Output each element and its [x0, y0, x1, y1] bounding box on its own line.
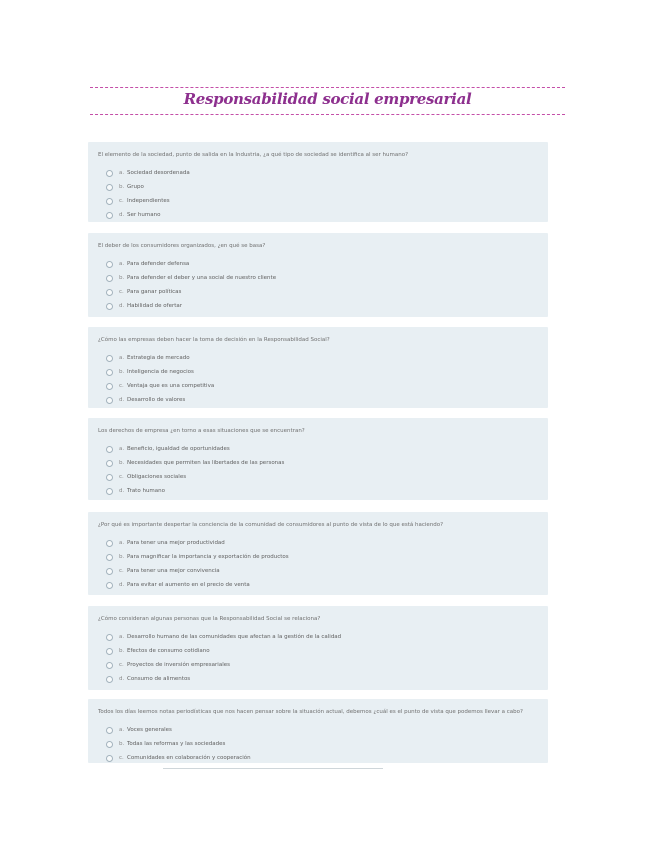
option-letter: a. [119, 540, 125, 546]
option-letter: d. [119, 582, 125, 588]
option-letter: c. [119, 474, 124, 480]
option-text: Ser humano [127, 212, 161, 218]
question-card [88, 233, 548, 317]
option-text: Todas las reformas y las sociedades [127, 741, 226, 747]
option-text: Para evitar el aumento en el precio de venta [127, 582, 250, 588]
radio-button[interactable] [106, 741, 113, 748]
option-text: Para tener una mejor productividad [127, 540, 225, 546]
radio-button[interactable] [106, 460, 113, 467]
option-text: Beneficio, igualdad de oportunidades [127, 446, 230, 452]
document-title: Responsabilidad social empresarial [183, 90, 472, 108]
answer-option[interactable] [98, 365, 536, 379]
radio-button[interactable] [106, 540, 113, 547]
option-letter: d. [119, 397, 125, 403]
answer-option[interactable] [98, 470, 536, 484]
radio-button[interactable] [106, 303, 113, 310]
option-letter: a. [119, 355, 125, 361]
answer-option[interactable] [98, 550, 536, 564]
option-letter: a. [119, 727, 125, 733]
question-card [88, 606, 548, 690]
option-text: Para defender el deber y una social de nuestro cliente [127, 275, 277, 281]
question-text: El elemento de la sociedad, punto de salida en la Industria, ¿a qué tipo de sociedad se identifica al ser humano? [98, 152, 408, 158]
radio-button[interactable] [106, 568, 113, 575]
answer-option[interactable] [98, 393, 536, 407]
answer-option[interactable] [98, 194, 536, 208]
title-dashed-rule [90, 114, 565, 115]
option-letter: b. [119, 648, 125, 654]
option-text: Estrategia de mercado [127, 355, 190, 361]
answer-option[interactable] [98, 271, 536, 285]
answer-option[interactable] [98, 672, 536, 686]
answer-option[interactable] [98, 578, 536, 592]
option-letter: c. [119, 755, 124, 761]
answer-option[interactable] [98, 442, 536, 456]
question-text: ¿Cómo las empresas deben hacer la toma de decisión en la Responsabilidad Social? [98, 337, 330, 343]
radio-button[interactable] [106, 446, 113, 453]
answer-option[interactable] [98, 737, 536, 751]
radio-button[interactable] [106, 474, 113, 481]
option-letter: a. [119, 261, 125, 267]
answer-option[interactable] [98, 257, 536, 271]
radio-button[interactable] [106, 727, 113, 734]
radio-button[interactable] [106, 289, 113, 296]
radio-button[interactable] [106, 184, 113, 191]
answer-option[interactable] [98, 564, 536, 578]
question-text: El deber de los consumidores organizados, ¿en qué se basa? [98, 243, 266, 249]
radio-button[interactable] [106, 198, 113, 205]
question-card [88, 512, 548, 595]
radio-button[interactable] [106, 355, 113, 362]
option-letter: d. [119, 676, 125, 682]
option-letter: b. [119, 460, 125, 466]
radio-button[interactable] [106, 261, 113, 268]
answer-option[interactable] [98, 351, 536, 365]
answer-option[interactable] [98, 630, 536, 644]
radio-button[interactable] [106, 634, 113, 641]
top-dashed-rule [90, 87, 565, 88]
option-letter: c. [119, 662, 124, 668]
question-text: Los derechos de empresa ¿en torno a esas situaciones que se encuentran? [98, 428, 305, 434]
option-text: Proyectos de inversión empresariales [127, 662, 230, 668]
option-letter: d. [119, 303, 125, 309]
option-letter: a. [119, 634, 125, 640]
question-text: ¿Por qué es importante despertar la conciencia de la comunidad de consumidores al punto de vista de lo que está haciendo? [98, 522, 444, 528]
answer-option[interactable] [98, 484, 536, 498]
radio-button[interactable] [106, 676, 113, 683]
radio-button[interactable] [106, 662, 113, 669]
question-card [88, 418, 548, 500]
option-letter: b. [119, 184, 125, 190]
question-card [88, 142, 548, 222]
option-text: Inteligencia de negocios [127, 369, 194, 375]
radio-button[interactable] [106, 170, 113, 177]
option-text: Independientes [127, 198, 170, 204]
option-text: Ventaja que es una competitiva [127, 383, 215, 389]
radio-button[interactable] [106, 554, 113, 561]
option-letter: a. [119, 446, 125, 452]
bottom-rule [163, 768, 383, 769]
question-text: ¿Cómo consideran algunas personas que la Responsabilidad Social se relaciona? [98, 616, 321, 622]
radio-button[interactable] [106, 275, 113, 282]
answer-option[interactable] [98, 536, 536, 550]
option-letter: d. [119, 488, 125, 494]
option-letter: b. [119, 275, 125, 281]
answer-option[interactable] [98, 751, 536, 765]
question-card [88, 327, 548, 408]
question-card [88, 699, 548, 763]
option-text: Efectos de consumo cotidiano [127, 648, 210, 654]
option-text: Voces generales [127, 727, 172, 733]
option-text: Consumo de alimentos [127, 676, 191, 682]
option-text: Habilidad de ofertar [127, 303, 183, 309]
question-text: Todos los días leemos notas periodísticas que nos hacen pensar sobre la situación actual, debemos ¿cuál es el punto de vista que podemos llevar a cabo? [98, 709, 523, 715]
answer-option[interactable] [98, 658, 536, 672]
option-letter: c. [119, 289, 124, 295]
answer-option[interactable] [98, 379, 536, 393]
option-text: Obligaciones sociales [127, 474, 187, 480]
answer-option[interactable] [98, 166, 536, 180]
radio-button[interactable] [106, 648, 113, 655]
radio-button[interactable] [106, 582, 113, 589]
option-text: Para tener una mejor convivencia [127, 568, 220, 574]
answer-option[interactable] [98, 208, 536, 222]
answer-option[interactable] [98, 299, 536, 313]
option-text: Para defender defensa [127, 261, 190, 267]
answer-option[interactable] [98, 644, 536, 658]
radio-button[interactable] [106, 755, 113, 762]
radio-button[interactable] [106, 212, 113, 219]
option-letter: a. [119, 170, 125, 176]
radio-button[interactable] [106, 488, 113, 495]
radio-button[interactable] [106, 369, 113, 376]
option-text: Comunidades en colaboración y cooperación [127, 755, 251, 761]
radio-button[interactable] [106, 397, 113, 404]
answer-option[interactable] [98, 285, 536, 299]
option-letter: c. [119, 383, 124, 389]
option-letter: b. [119, 369, 125, 375]
option-text: Desarrollo de valores [127, 397, 186, 403]
option-letter: b. [119, 554, 125, 560]
option-letter: c. [119, 568, 124, 574]
radio-button[interactable] [106, 383, 113, 390]
option-letter: d. [119, 212, 125, 218]
option-letter: c. [119, 198, 124, 204]
option-text: Necesidades que permiten las libertades de las personas [127, 460, 285, 466]
option-letter: b. [119, 741, 125, 747]
answer-option[interactable] [98, 456, 536, 470]
answer-option[interactable] [98, 723, 536, 737]
option-text: Trato humano [127, 488, 166, 494]
option-text: Para ganar políticas [127, 289, 182, 295]
option-text: Desarrollo humano de las comunidades que afectan a la gestión de la calidad [127, 634, 342, 640]
option-text: Para magnificar la importancia y exportación de productos [127, 554, 289, 560]
option-text: Sociedad desordenada [127, 170, 190, 176]
option-text: Grupo [127, 184, 144, 190]
answer-option[interactable] [98, 180, 536, 194]
